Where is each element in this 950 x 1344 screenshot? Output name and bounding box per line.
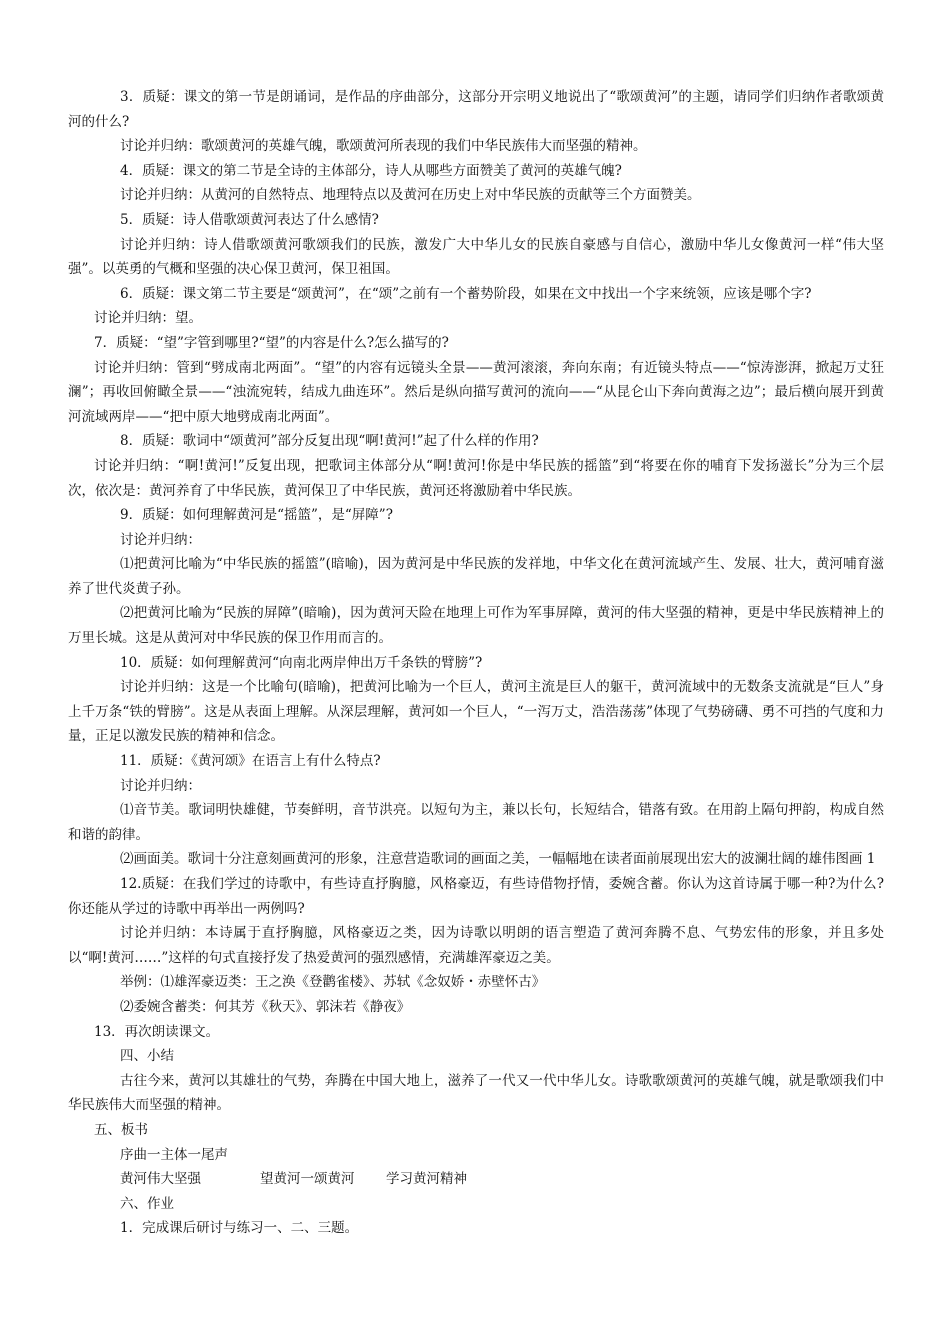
paragraph: 讨论并归纳：从黄河的自然特点、地理特点以及黄河在历史上对中华民族的贡献等三个方面赞美。 xyxy=(120,187,701,204)
paragraph: 讨论并归纳：诗人借歌颂黄河歌颂我们的民族，激发广大中华儿女的民族自豪感与自信心，激励中华儿女像黄河一样“伟大坚强”。以英勇的气概和坚强的决心保卫黄河，保卫祖国。 xyxy=(68,236,884,278)
paragraph: 3．质疑：课文的第一节是朗诵词，是作品的序曲部分，这部分开宗明义地说出了“歌颂黄河”的主题，请同学们归纳作者歌颂黄河的什么? xyxy=(68,89,885,130)
paragraph: 古往今来，黄河以其雄壮的气势，奔腾在中国大地上，滋养了一代又一代中华儿女。诗歌歌颂黄河的英雄气魄，就是歌颂我们中华民族伟大而坚强的精神。 xyxy=(68,1072,884,1114)
paragraph: ⑴音节美。歌词明快雄健，节奏鲜明，音节洪亮。以短句为主，兼以长句，长短结合，错落有致。在用韵上隔句押韵，构成自然和谐的韵律。 xyxy=(68,802,884,843)
paragraph: 讨论并归纳：“啊!黄河!”反复出现，把歌词主体部分从“啊!黄河!你是中华民族的摇篮”到“将要在你的哺育下发扬滋长”分为三个层次，依次是：黄河养育了中华民族，黄河保卫了中华民族，黄河还将激励着中华民族。 xyxy=(68,457,884,499)
paragraph: 9．质疑：如何理解黄河是“摇篮”，是“屏障”? xyxy=(120,507,393,524)
paragraph: 6．质疑：课文第二节主要是“颂黄河”，在“颂”之前有一个蓄势阶段，如果在文中找出一个字来统领，应该是哪个字? xyxy=(120,285,812,302)
paragraph: ⑵画面美。歌词十分注意刻画黄河的形象，注意营造歌词的画面之美，一幅幅地在读者面前展现出宏大的波澜壮阔的雄伟图画 1 xyxy=(120,851,876,868)
paragraph: ⑵委婉含蓄类：何其芳《秋天》、郭沫若《静夜》 xyxy=(120,998,411,1015)
paragraph: 六、作业 xyxy=(120,1195,174,1212)
paragraph: 举例：⑴雄浑豪迈类：王之涣《登鹳雀楼》、苏轼《念奴娇・赤壁怀古》 xyxy=(120,974,546,991)
paragraph: 四、小结 xyxy=(120,1048,174,1065)
paragraph: 8．质疑：歌词中“颂黄河”部分反复出现“啊!黄河!”起了什么样的作用? xyxy=(120,433,539,450)
paragraph: 11．质疑：《黄河颂》在语言上有什么特点? xyxy=(120,753,381,770)
paragraph: ⑴把黄河比喻为“中华民族的摇篮”(暗喻)，因为黄河是中华民族的发祥地，中华文化在黄河流域产生、发展、壮大，黄河哺育滋养了世代炎黄子孙。 xyxy=(68,556,884,597)
board-col-3: 学习黄河精神 xyxy=(386,1171,467,1188)
paragraph: 讨论并归纳：歌颂黄河的英雄气魄，歌颂黄河所表现的我们中华民族伟大而坚强的精神。 xyxy=(120,138,647,155)
paragraph: 讨论并归纳： xyxy=(120,777,201,794)
paragraph: 13．再次朗读课文。 xyxy=(94,1023,220,1040)
paragraph: 5．质疑：诗人借歌颂黄河表达了什么感情? xyxy=(120,211,379,228)
document-tail xyxy=(68,1192,884,1241)
paragraph: 讨论并归纳：管到“劈成南北两面”。“望”的内容有远镜头全景——黄河滚滚，奔向东南；有近镜头特点——“惊涛澎湃，掀起万丈狂澜”；再收回俯瞰全景——“浊流宛转，结成九曲连环”。然后是纵向描写黄河的流向——“从昆仑山下奔向黄海之边”；最后横向展开到黄河流域两岸——“把中原大地劈成南北两面”。 xyxy=(68,359,884,425)
paragraph: 序曲一主体一尾声 xyxy=(120,1146,228,1163)
document-page xyxy=(68,85,884,1241)
paragraph: 12.质疑：在我们学过的诗歌中，有些诗直抒胸臆，风格豪迈，有些诗借物抒情，委婉含蓄。你认为这首诗属于哪一种?为什么?你还能从学过的诗歌中再举出一两例吗? xyxy=(68,876,884,917)
paragraph: 讨论并归纳：望。 xyxy=(94,310,202,327)
paragraph: 4．质疑：课文的第二节是全诗的主体部分，诗人从哪些方面赞美了黄河的英雄气魄? xyxy=(120,162,622,179)
paragraph: 讨论并归纳： xyxy=(120,531,201,548)
paragraph: 讨论并归纳：本诗属于直抒胸臆，风格豪迈之类，因为诗歌以明朗的语言塑造了黄河奔腾不息、气势宏伟的形象，并且多处以“啊!黄河……”这样的句式直接抒发了热爱黄河的强烈感情，充满雄浑豪迈之美。 xyxy=(68,925,884,966)
blackboard-line xyxy=(68,1167,884,1192)
paragraph: ⑵把黄河比喻为“民族的屏障”(暗喻)，因为黄河天险在地理上可作为军事屏障，黄河的伟大坚强的精神，更是中华民族精神上的万里长城。这是从黄河对中华民族的保卫作用而言的。 xyxy=(68,605,884,647)
paragraph: 1．完成课后研讨与练习一、二、三题。 xyxy=(120,1220,359,1237)
paragraph: 7．质疑：“望”字管到哪里?“望”的内容是什么?怎么描写的? xyxy=(94,334,449,351)
paragraph: 五、板书 xyxy=(94,1121,148,1138)
board-col-1: 黄河伟大坚强 xyxy=(120,1171,201,1188)
paragraph: 讨论并归纳：这是一个比喻句(暗喻)，把黄河比喻为一个巨人，黄河主流是巨人的躯干，黄河流域中的无数条支流就是“巨人”身上千万条“铁的臂膀”。这是从表面上理解。从深层理解，黄河如一个巨人，“一泻万丈，浩浩荡荡”体现了气势磅礴、勇不可挡的气度和力量，正足以激发民族的精神和信念。 xyxy=(68,679,884,745)
paragraph: 10．质疑：如何理解黄河“向南北两岸伸出万千条铁的臂膀”? xyxy=(120,654,483,671)
document-body xyxy=(68,85,884,1167)
board-col-2: 望黄河一颂黄河 xyxy=(260,1171,355,1188)
